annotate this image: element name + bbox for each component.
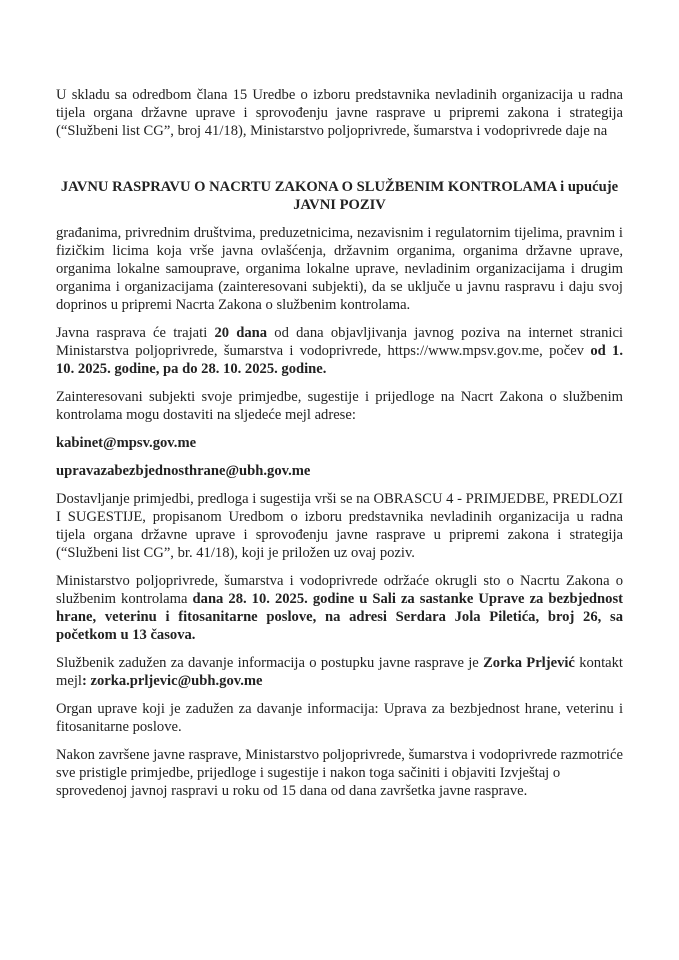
form-info-paragraph: Dostavljanje primjedbi, predloga i sugestija vrši se na OBRASCU 4 - PRIMJEDBE, PREDLOZI I SUGESTIJE, propisanom Uredbom o izboru predstavnika nevladinih organizacija u radna tijela organa državne uprave i sprovođenju javne rasprave u pripremi zakona i strategija (“Službeni list CG”, br. 41/18), koji je priložen uz ovaj poziv. xyxy=(56,491,623,561)
duration-paragraph xyxy=(56,324,623,378)
heading-line-1: JAVNU RASPRAVU O NACRTU ZAKONA O SLUŽBENIM KONTROLAMA i upućuje xyxy=(60,179,619,195)
contact-email[interactable]: : zorka.prljevic@ubh.gov.me xyxy=(81,673,263,689)
email-uprava[interactable]: upravazabezbjednosthrane@ubh.gov.me xyxy=(56,463,311,479)
email-kabinet[interactable]: kabinet@mpsv.gov.me xyxy=(56,435,197,451)
organ-paragraph: Organ uprave koji je zadužen za davanje informacija: Uprava za bezbjednost hrane, veterinu i fitosanitarne poslove. xyxy=(56,701,623,735)
closing-paragraph: Nakon završene javne rasprave, Ministarstvo poljoprivrede, šumarstva i vodoprivrede razmotriće sve pristigle primjedbe, prijedloge i sugestije i nakon toga sačiniti i objaviti Izvještaj o sprovedenoj javnoj raspravi u roku od 15 dana od dana završetka javne rasprave. xyxy=(56,747,623,799)
contact-paragraph xyxy=(56,654,623,690)
heading-line-2: JAVNI POZIV xyxy=(293,197,386,213)
document-heading xyxy=(56,178,623,214)
addressees-paragraph: građanima, privrednim društvima, preduzetnicima, nezavisnim i regulatornim tijelima, pravnim i fizičkim licima koja vrše javna ovlašćenja, državnim organima, organima državne uprave, organima lokalne samouprave, organima lokalne uprave, nevladinim organizacijama i drugim organima i organizacijama (zainteresovani subjekti), da se uključe u javnu raspravu i daju svoj doprinos u pripremi Nacrta Zakona o službenim kontrolama. xyxy=(56,225,623,313)
intro-paragraph: U skladu sa odredbom člana 15 Uredbe o izboru predstavnika nevladinih organizacija u radna tijela organa državne uprave i sprovođenju javne rasprave u pripremi zakona i strategija (“Službeni list CG”, broj 41/18), Ministarstvo poljoprivrede, šumarstva i vodoprivrede daje na xyxy=(56,87,623,139)
document-page xyxy=(56,86,623,810)
round-table-text: Ministarstvo poljoprivrede, šumarstva i vodoprivrede održaće okrugli sto o Nacrtu Zakona o službenim kontrolama xyxy=(56,573,623,607)
round-table-paragraph xyxy=(56,572,623,644)
duration-text-1: Javna rasprava će trajati xyxy=(56,325,215,341)
contact-text-1: Službenik zadužen za davanje informacija o postupku javne rasprave je xyxy=(56,655,484,671)
duration-text-2: od dana objavljivanja javnog poziva na internet stranici Ministarstva poljoprivrede, šumarstva i vodoprivrede, https://www.mpsv.gov.me, počev xyxy=(56,325,623,359)
duration-days: 20 dana xyxy=(214,325,268,341)
contact-text-2: kontakt mejl xyxy=(56,655,623,689)
submission-intro-paragraph: Zainteresovani subjekti svoje primjedbe, sugestije i prijedloge na Nacrt Zakona o službenim kontrolama mogu dostaviti na sljedeće mejl adrese: xyxy=(56,389,623,423)
contact-name: Zorka Prljević xyxy=(483,655,575,671)
duration-dates: od 1. 10. 2025. godine, pa do 28. 10. 2025. godine. xyxy=(56,343,623,377)
round-table-details: dana 28. 10. 2025. godine u Sali za sastanke Uprave za bezbjednost hrane, veterinu i fitosanitarne poslove, na adresi Serdara Jola Piletića, broj 26, sa početkom u 13 časova. xyxy=(56,591,623,643)
